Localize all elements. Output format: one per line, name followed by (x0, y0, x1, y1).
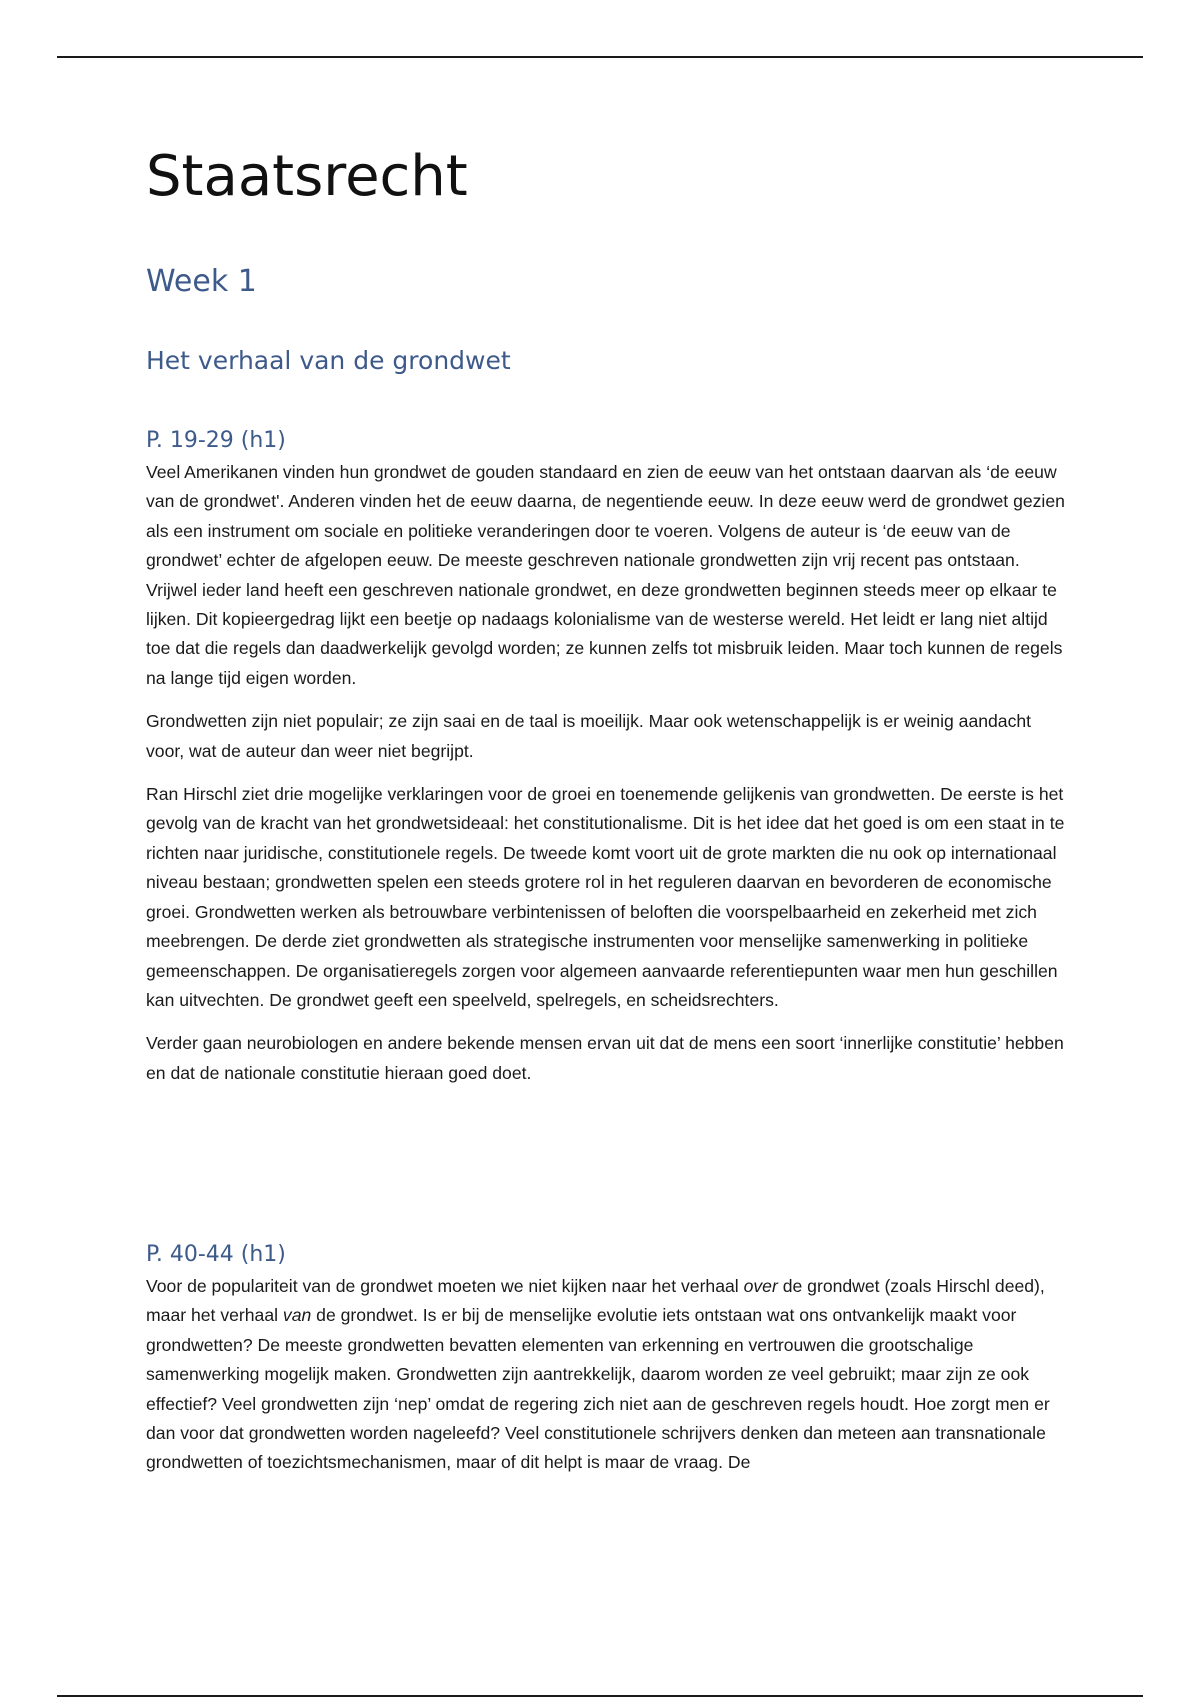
document-title: Staatsrecht (146, 144, 468, 209)
document-body (146, 140, 1066, 1473)
section-2-body (146, 1272, 1066, 1492)
week-heading: Week 1 (146, 264, 257, 299)
text-run: de grondwet (zoals Hirschl deed), maar het verhaal (146, 1276, 1045, 1326)
text-run: Voor de populariteit van de grondwet moeten we niet kijken naar het verhaal (146, 1276, 744, 1296)
paragraph: Verder gaan neurobiologen en andere bekende mensen ervan uit dat de mens een soort ‘innerlijke constitutie’ hebben en dat de nationale constitutie hieraan goed doet. (146, 1033, 1064, 1083)
paragraph: Ran Hirschl ziet drie mogelijke verklaringen voor de groei en toenemende gelijkenis van grondwetten. De eerste is het gevolg van de kracht van het grondwetsideaal: het constitutionalisme. Dit is het idee dat het goed is om een staat in te richten naar juridische, constitutionele regels. De tweede komt voort uit de grote markten die nu ook op internationaal niveau bestaan; grondwetten spelen een steeds grotere rol in het reguleren daarvan en bevorderen de economische groei. Grondwetten werken als betrouwbare verbintenissen of beloften die voorspelbaarheid en zekerheid met zich meebrengen. De derde ziet grondwetten als strategische instrumenten voor menselijke samenwerking in politieke gemeenschappen. De organisatieregels zorgen voor algemeen aanvaarde referentiepunten waar men hun geschillen kan uitvechten. De grondwet geeft een speelveld, spelregels, en scheidsrechters. (146, 784, 1065, 1010)
paragraph: Grondwetten zijn niet populair; ze zijn saai en de taal is moeilijk. Maar ook wetenschappelijk is er weinig aandacht voor, wat de auteur dan weer niet begrijpt. (146, 711, 1032, 761)
bottom-rule (57, 1695, 1143, 1697)
section-heading-1: P. 19-29 (h1) (146, 428, 286, 453)
emphasis: van (282, 1305, 312, 1326)
chapter-heading: Het verhaal van de grondwet (146, 346, 511, 375)
paragraph: Veel Amerikanen vinden hun grondwet de gouden standaard en zien de eeuw van het ontstaan daarvan als ‘de eeuw van de grondwet'. Anderen vinden het de eeuw daarna, de negentiende eeuw. In deze eeuw werd de grondwet gezien als een instrument om sociale en politieke veranderingen door te voeren. Volgens de auteur is ‘de eeuw van de grondwet’ echter de afgelopen eeuw. De meeste geschreven nationale grondwetten zijn vrij recent pas ontstaan. Vrijwel ieder land heeft een geschreven nationale grondwet, en deze grondwetten beginnen steeds meer op elkaar te lijken. Dit kopieergedrag lijkt een beetje op nadaags kolonialisme van de westerse wereld. Het leidt er lang niet altijd toe dat die regels dan daadwerkelijk gevolgd worden; ze kunnen zelfs tot misbruik leiden. Maar toch kunnen de regels na lange tijd eigen worden. (146, 462, 1065, 688)
section-1-body (146, 458, 1066, 1102)
emphasis: over (743, 1276, 778, 1296)
paragraph (146, 1272, 1066, 1478)
section-heading-2: P. 40-44 (h1) (146, 1242, 286, 1267)
text-run: de grondwet. Is er bij de menselijke evolutie iets ontstaan wat ons ontvankelijk maakt voor grondwetten? De meeste grondwetten bevatten elementen van erkenning en vertrouwen die grootschalige samenwerking mogelijk maken. Grondwetten zijn aantrekkelijk, daarom worden ze veel gebruikt; maar zijn ze ook effectief? Veel grondwetten zijn ‘nep’ omdat de regering zich niet aan de geschreven regels houdt. Hoe zorgt men er dan voor dat grondwetten worden nageleefd? Veel constitutionele schrijvers denken dan meteen aan transnationale grondwetten of toezichtsmechanismen, maar of dit helpt is maar de vraag. De (146, 1305, 1050, 1473)
top-rule (57, 56, 1143, 58)
